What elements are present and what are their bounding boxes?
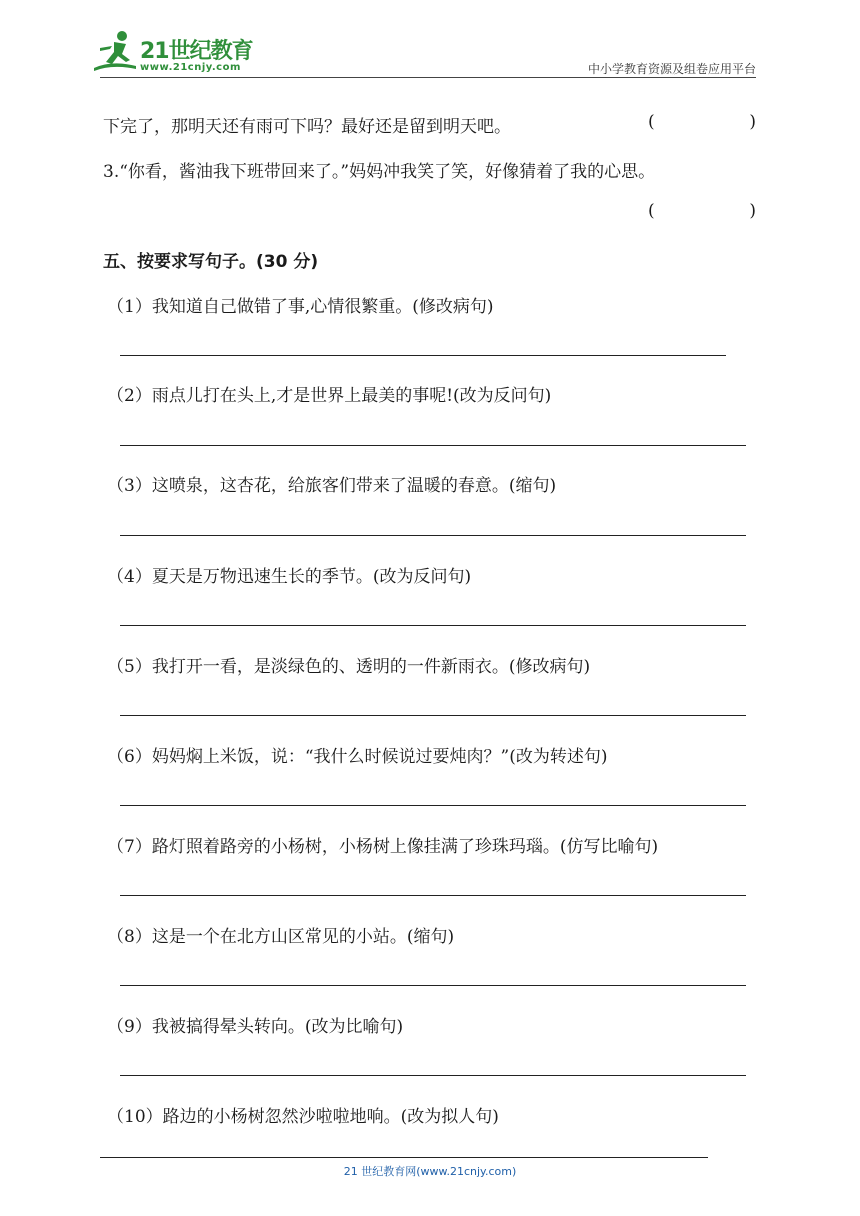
question-9: （9）我被搞得晕头转向。(改为比喻句) [107, 1017, 404, 1037]
answer-line-3 [120, 535, 746, 536]
platform-name: 中小学教育资源及组卷应用平台 [587, 62, 756, 76]
answer-line-6 [120, 805, 746, 806]
answer-line-9 [120, 1075, 746, 1076]
question-6: （6）妈妈焖上米饭，说：“我什么时候说过要炖肉？”(改为转述句) [107, 747, 608, 767]
runner-logo-icon [92, 30, 140, 74]
question-4: （4）夏天是万物迅速生长的季节。(改为反问句) [107, 567, 472, 587]
logo-text: 21世纪教育 [140, 39, 253, 64]
answer-line-7 [120, 895, 746, 896]
answer-parens-2 [648, 201, 756, 221]
section-title: 五、按要求写句子。(30 分) [103, 252, 319, 272]
answer-line-5 [120, 715, 746, 716]
footer-link[interactable]: 21 世纪教育网(www.21cnjy.com) [343, 1165, 517, 1178]
paren-close: ) [749, 112, 756, 132]
answer-line-1 [120, 355, 726, 356]
intro-line-2: 3.“你看，酱油我下班带回来了。”妈妈冲我笑了笑，好像猜着了我的心思。 [103, 162, 656, 182]
logo-url: www.21cnjy.com [140, 62, 241, 73]
paren-open: ( [648, 112, 655, 132]
answer-line-8 [120, 985, 746, 986]
intro-line-1: 下完了，那明天还有雨可下吗？最好还是留到明天吧。 [103, 117, 511, 137]
answer-parens-1 [648, 112, 756, 132]
site-logo [92, 28, 262, 78]
paren-open: ( [648, 201, 655, 221]
answer-line-4 [120, 625, 746, 626]
question-2: （2）雨点儿打在头上,才是世界上最美的事呢!(改为反问句) [107, 386, 552, 406]
question-8: （8）这是一个在北方山区常见的小站。(缩句) [107, 927, 455, 947]
question-5: （5）我打开一看，是淡绿色的、透明的一件新雨衣。(修改病句) [107, 657, 591, 677]
question-3: （3）这喷泉，这杏花，给旅客们带来了温暖的春意。(缩句) [107, 476, 557, 496]
question-10: （10）路边的小杨树忽然沙啦啦地响。(改为拟人句) [107, 1107, 499, 1127]
footer-divider [100, 1157, 708, 1158]
question-7: （7）路灯照着路旁的小杨树，小杨树上像挂满了珍珠玛瑙。(仿写比喻句) [107, 837, 659, 857]
question-1: （1）我知道自己做错了事,心情很繁重。(修改病句) [107, 297, 494, 317]
header-divider [100, 77, 756, 78]
answer-line-2 [120, 445, 746, 446]
paren-close: ) [749, 201, 756, 221]
